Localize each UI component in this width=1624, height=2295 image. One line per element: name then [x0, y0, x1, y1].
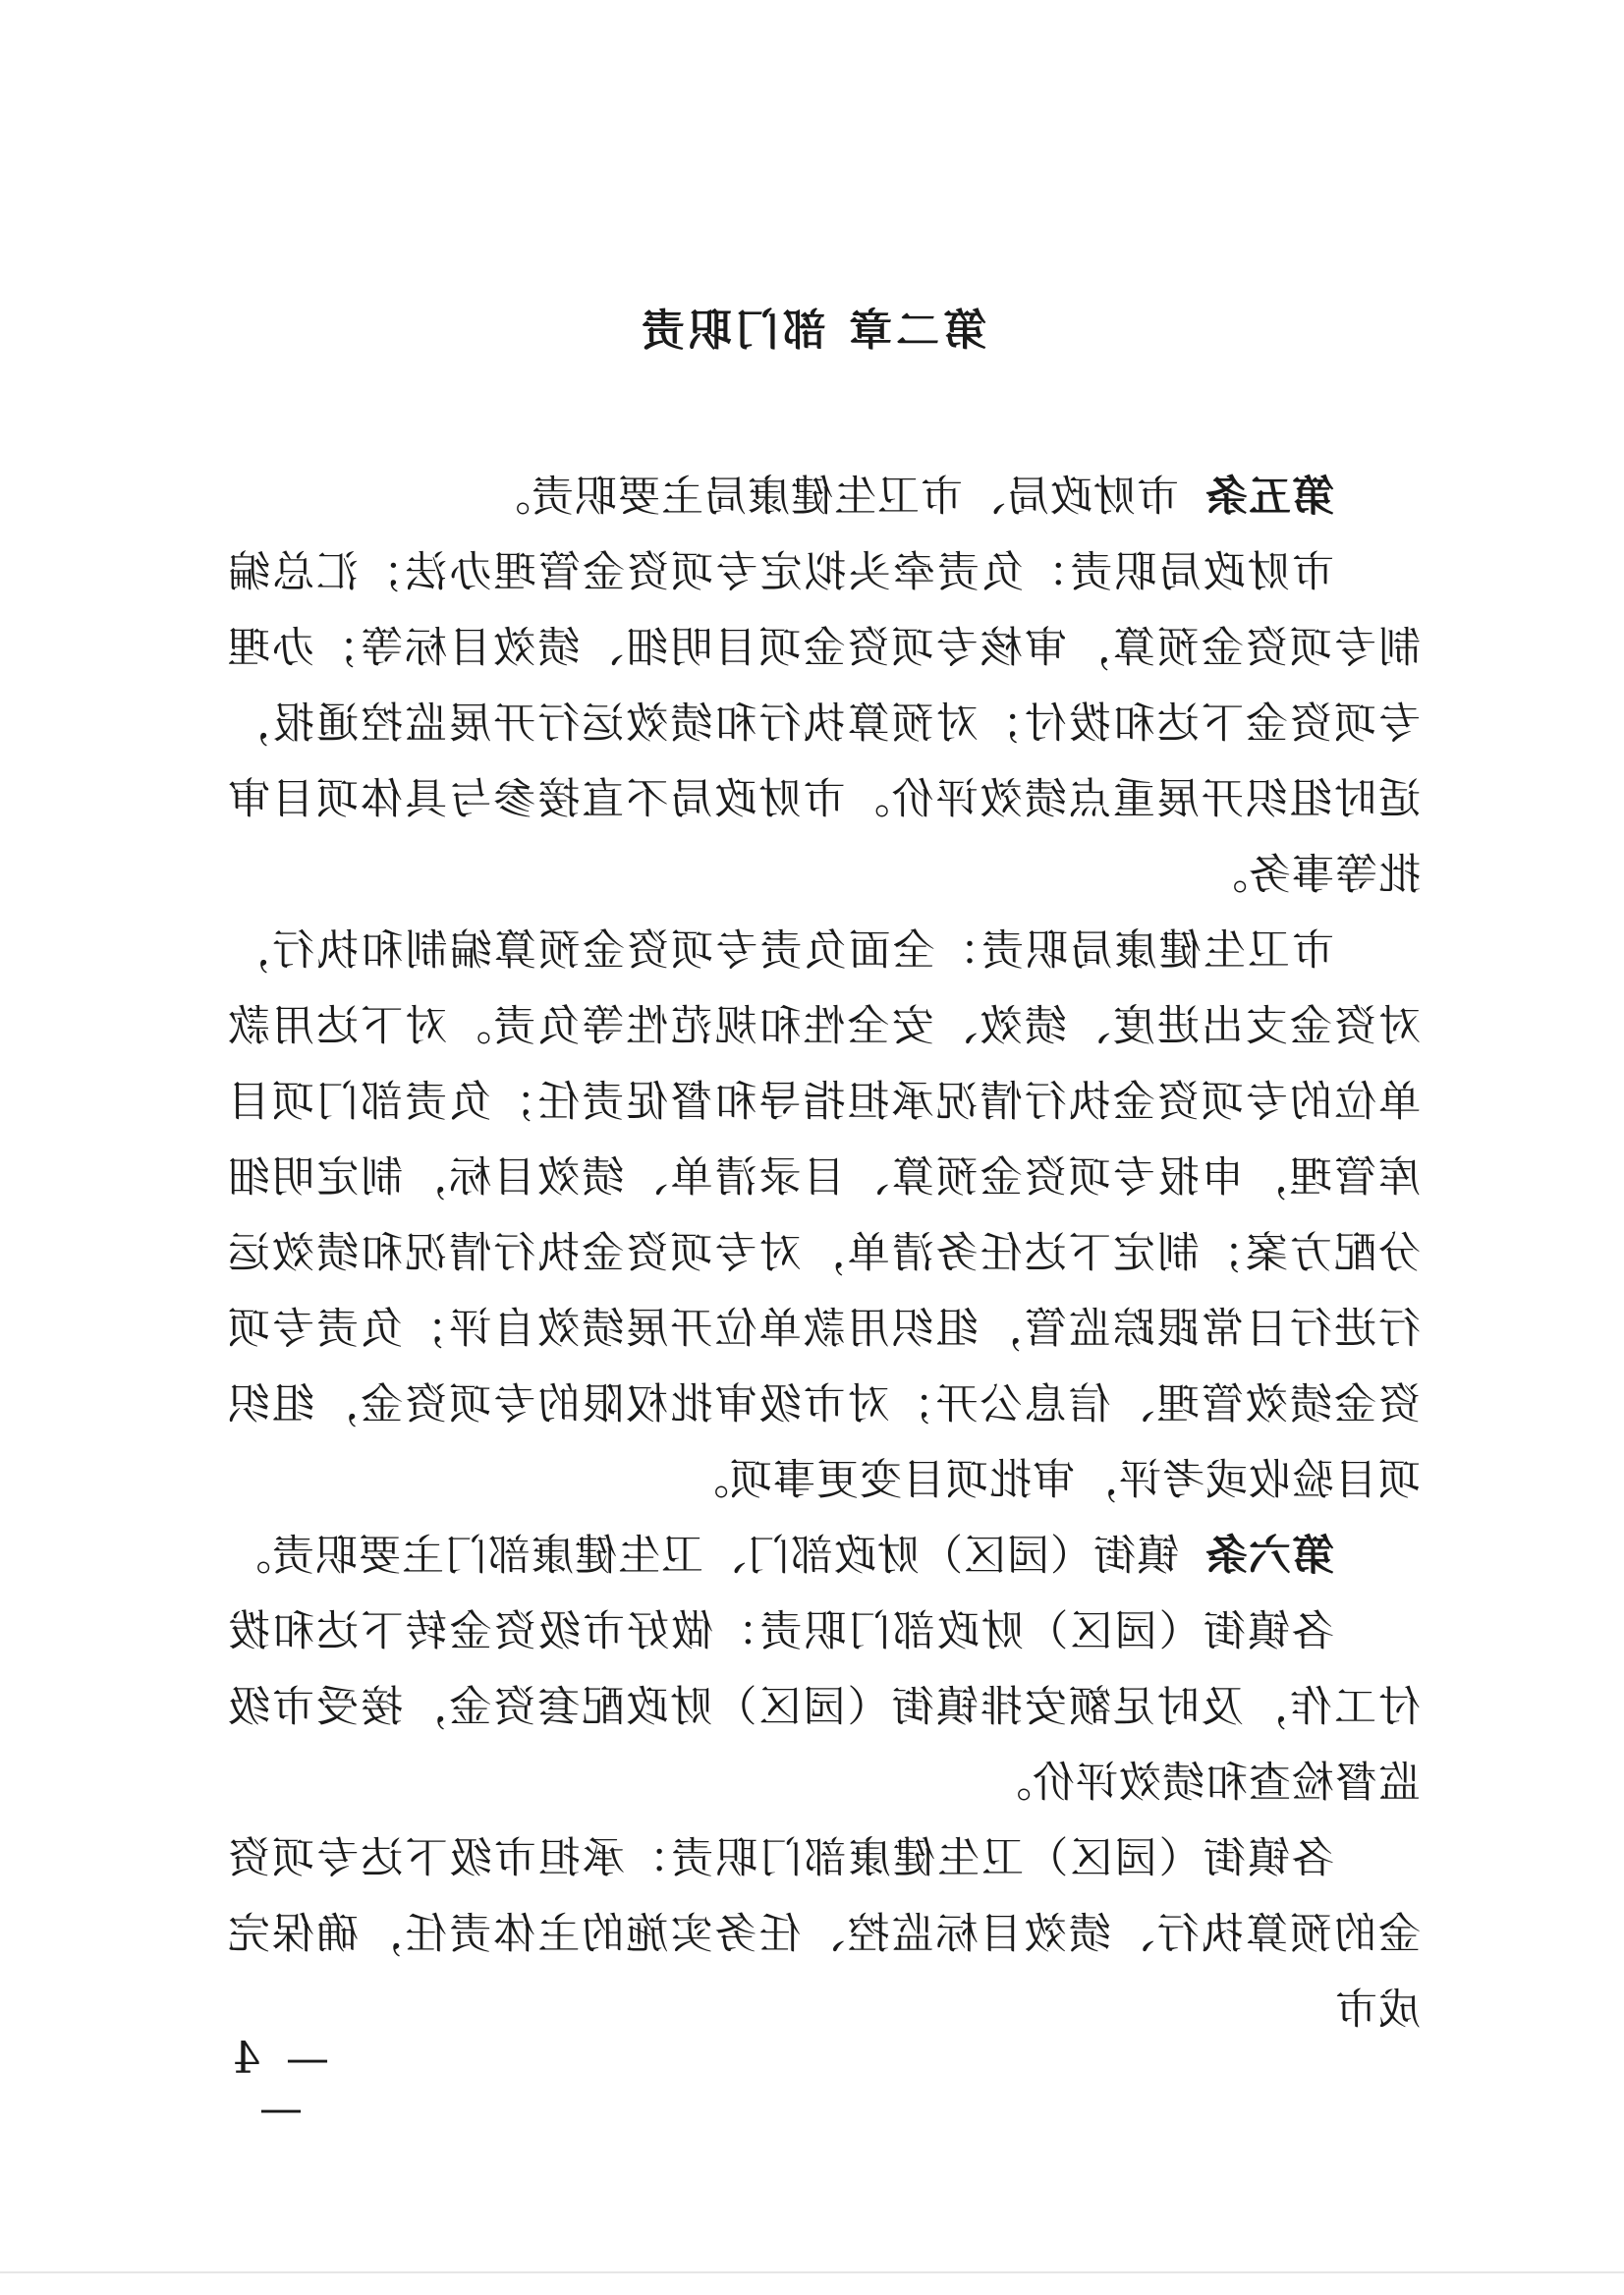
paragraph-town-finance-duties	[227, 1595, 1421, 1821]
paragraph-article-5	[227, 460, 1421, 535]
paragraph-text: 各镇街（园区）卫生健康部门职责：承担市级下达专项资金的预算执行、绩效目标监控、任务实施的主体责任，确保完成市	[227, 1834, 1421, 2035]
document-body	[227, 460, 1421, 2048]
article-label: 第六条	[1204, 1532, 1334, 1581]
paragraph-text: 镇街（园区）财政部门、卫生健康部门主要职责。	[228, 1532, 1179, 1581]
paragraph-text: 各镇街（园区）财政部门职责：做好市级资金转下达和拨付工作，及时足额安排镇街（园区）财政配套资金，接受市级监督检查和绩效评价。	[227, 1607, 1421, 1808]
paragraph-text: 市卫生健康局职责：全面负责专项资金预算编制和执行，对资金支出进度、绩效、安全性和规范性等负责。对下达用款单位的专项资金执行情况承担指导和督促责任；负责部门项目库管理，申报专项资金预算、目录清单、绩效目标，制定明细分配方案；制定下达任务清单，对专项资金执行情况和绩效运行进行日常跟踪监管，组织用款单位开展绩效自评；负责专项资金绩效管理、信息公开；对市级审批权限的专项资金，组织项目验收或考评，审批项目变更事项。	[227, 926, 1421, 1505]
paragraph-text: 市财政局、市卫生健康局主要职责。	[487, 473, 1179, 522]
article-label: 第五条	[1204, 473, 1334, 522]
paragraph-town-health-duties	[227, 1821, 1421, 2048]
scan-edge-line	[0, 2271, 1624, 2273]
paragraph-finance-bureau-duties	[227, 535, 1421, 914]
paragraph-health-bureau-duties	[227, 914, 1421, 1519]
paragraph-article-6	[227, 1519, 1421, 1595]
paragraph-text: 市财政局职责：负责牵头拟定专项资金管理办法；汇总编制专项资金预算，审核专项资金项目明细、绩效目标等；办理专项资金下达和拨付；对预算执行和绩效运行开展监控通报，适时组织开展重点绩效评价。市财政局不直接参与具体项目审批等事务。	[227, 548, 1421, 900]
chapter-title: 第二章 部门职责	[637, 306, 987, 356]
page-number: — 4 —	[227, 2034, 329, 2134]
